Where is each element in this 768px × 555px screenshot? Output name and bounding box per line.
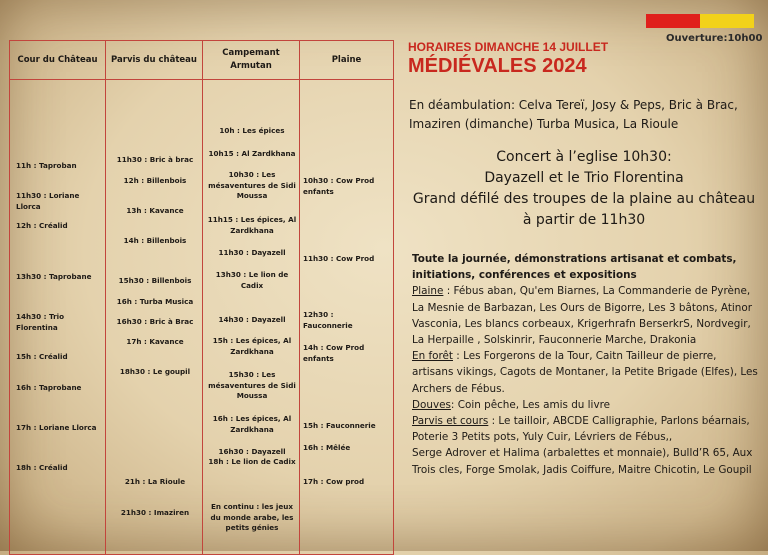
schedule-entry: 14h30 : Trio Florentina bbox=[16, 312, 65, 332]
schedule-entry: 11h15 : Les épices, Al Zardkhana bbox=[207, 215, 297, 235]
schedule-entry: 17h : Cow prod bbox=[303, 477, 365, 486]
activity-paragraph bbox=[412, 348, 760, 397]
schedule-entry: 12h : Créalid bbox=[16, 221, 68, 230]
location-text: : Coin pêche, Les amis du livre bbox=[450, 398, 611, 411]
schedule-entry: 10h30 : Cow Prod enfants bbox=[303, 176, 375, 196]
schedule-entry: 13h : Kavance bbox=[126, 206, 184, 215]
schedule-table bbox=[9, 40, 394, 555]
schedule-entry: 16h : Turba Musica bbox=[116, 297, 194, 306]
schedule-entry: 16h : Les épices, Al Zardkhana bbox=[212, 414, 292, 434]
schedule-entry: 16h30 : Dayazell bbox=[218, 447, 286, 456]
concert-line: Dayazell et le Trio Florentina bbox=[484, 170, 684, 186]
flag-red-stripe bbox=[646, 14, 700, 28]
col-campement bbox=[203, 80, 300, 555]
col-parvis bbox=[106, 80, 203, 555]
schedule-entry: 14h30 : Dayazell bbox=[218, 315, 286, 324]
schedule-entry: 11h30 : Dayazell bbox=[218, 248, 286, 257]
col-header-cour: Cour du Château bbox=[10, 41, 106, 80]
schedule-entry: 16h : Mêlée bbox=[303, 443, 351, 452]
schedule-entry: 18h : Le lion de Cadix bbox=[208, 457, 296, 466]
schedule-entry: 15h : Fauconnerie bbox=[303, 421, 376, 430]
location-label: Plaine bbox=[412, 285, 444, 298]
flag-yellow-stripe bbox=[700, 14, 754, 28]
schedule-entry: 21h : La Rioule bbox=[124, 477, 186, 486]
schedule-entry: 14h : Cow Prod enfants bbox=[303, 343, 365, 363]
schedule-entry: 17h : Kavance bbox=[126, 337, 184, 346]
schedule-entry: 15h : Créalid bbox=[16, 352, 68, 361]
schedule-entry: 13h30 : Le lion de Cadix bbox=[215, 270, 289, 290]
location-text: : Le tailloir, ABCDE Calligraphie, Parlons béarnais, Poterie 3 Petits pots, Yuly Cuir, Lévriers de Fébus,, bbox=[412, 415, 750, 444]
page-subtitle: HORAIRES DIMANCHE 14 JUILLET bbox=[408, 40, 609, 54]
col-header-parvis: Parvis du château bbox=[106, 41, 203, 80]
schedule-entry: 16h : Taprobane bbox=[16, 383, 82, 392]
concert-line: Concert à l’eglise 10h30: bbox=[496, 149, 672, 165]
schedule-entry: 10h30 : Les mésaventures de Sidi Moussa bbox=[208, 170, 296, 200]
location-text: : Fébus aban, Qu'em Biarnes, La Commanderie de Pyrène, La Mesnie de Barbazan, Les Ours de Bigorre, Les 3 bâtons, Atinor Vasconia, Les blancs corbeaux, Krigerhrafn BerserkrS, Nordvegir, La Herpaille , Solskinrir, Fauconnerie Marche, Drakonia bbox=[412, 285, 753, 347]
schedule-entry: 11h30 : Loriane Llorca bbox=[16, 191, 80, 211]
col-header-plaine: Plaine bbox=[300, 41, 394, 80]
all-day-activities bbox=[412, 251, 760, 478]
location-label: Parvis et cours bbox=[412, 415, 489, 428]
schedule-entry: 15h30 : Billenbois bbox=[118, 276, 192, 285]
schedule-entry: En continu : les jeux du monde arabe, les petits génies bbox=[210, 502, 294, 532]
location-text: : Les Forgerons de la Tour, Caitn Tailleur de pierre, artisans vikings, Cagots de Montaner, la Petite Brigade (Elfes), Les Archers de Fébus. bbox=[412, 350, 758, 395]
schedule-entry: 11h30 : Bric à brac bbox=[116, 155, 194, 164]
deambulation-text: En déambulation: Celva Tereï, Josy & Peps, Bric à Brac, Imaziren (dimanche) Turba Musica, La Rioule bbox=[409, 98, 738, 131]
opening-time: Ouverture:10h00 bbox=[666, 33, 763, 44]
schedule-entry: 12h : Billenbois bbox=[123, 176, 187, 185]
schedule-entry: 15h30 : Les mésaventures de Sidi Moussa bbox=[208, 370, 296, 400]
schedule-entry: 10h15 : Al Zardkhana bbox=[208, 149, 296, 158]
activity-paragraph bbox=[412, 283, 760, 348]
schedule-entry: 16h30 : Bric à Brac bbox=[116, 317, 194, 326]
schedule-entry: 21h30 : Imaziren bbox=[120, 508, 190, 517]
col-plaine bbox=[300, 80, 394, 555]
schedule-entry: 15h : Les épices, Al Zardkhana bbox=[212, 336, 292, 356]
schedule-entry: 11h30 : Cow Prod bbox=[303, 254, 375, 263]
activities-heading: Toute la journée, démonstrations artisanat et combats, initiations, conférences et expositions bbox=[412, 253, 737, 282]
schedule-entry: 13h30 : Taprobane bbox=[16, 272, 92, 281]
page-title: MÉDIÉVALES 2024 bbox=[408, 55, 587, 77]
location-label: En forêt bbox=[412, 350, 453, 363]
schedule-entry: 14h : Billenbois bbox=[123, 236, 187, 245]
activity-paragraph bbox=[412, 413, 760, 445]
col-cour bbox=[10, 80, 106, 555]
activity-paragraph: Serge Adrover et Halima (arbalettes et monnaie), Bulld’R 65, Aux Trois cles, Forge Smolak, Jadis Coiffure, Maitre Chicotin, Le Goupil bbox=[412, 447, 753, 476]
schedule-entry: 18h30 : Le goupil bbox=[119, 367, 191, 376]
schedule-entry: 12h30 : Fauconnerie bbox=[303, 310, 353, 330]
col-header-campement: Campemant Armutan bbox=[203, 41, 300, 80]
schedule-entry: 17h : Loriane Llorca bbox=[16, 423, 97, 432]
schedule-entry: 18h : Créalid bbox=[16, 463, 68, 472]
schedule-entry: 10h : Les épices bbox=[219, 126, 285, 135]
location-label: Douves bbox=[412, 398, 451, 411]
activity-paragraph bbox=[412, 397, 760, 413]
schedule-entry: 11h : Taproban bbox=[16, 161, 77, 170]
concert-block bbox=[407, 147, 761, 231]
parade-line: Grand défilé des troupes de la plaine au château à partir de 11h30 bbox=[412, 191, 756, 228]
